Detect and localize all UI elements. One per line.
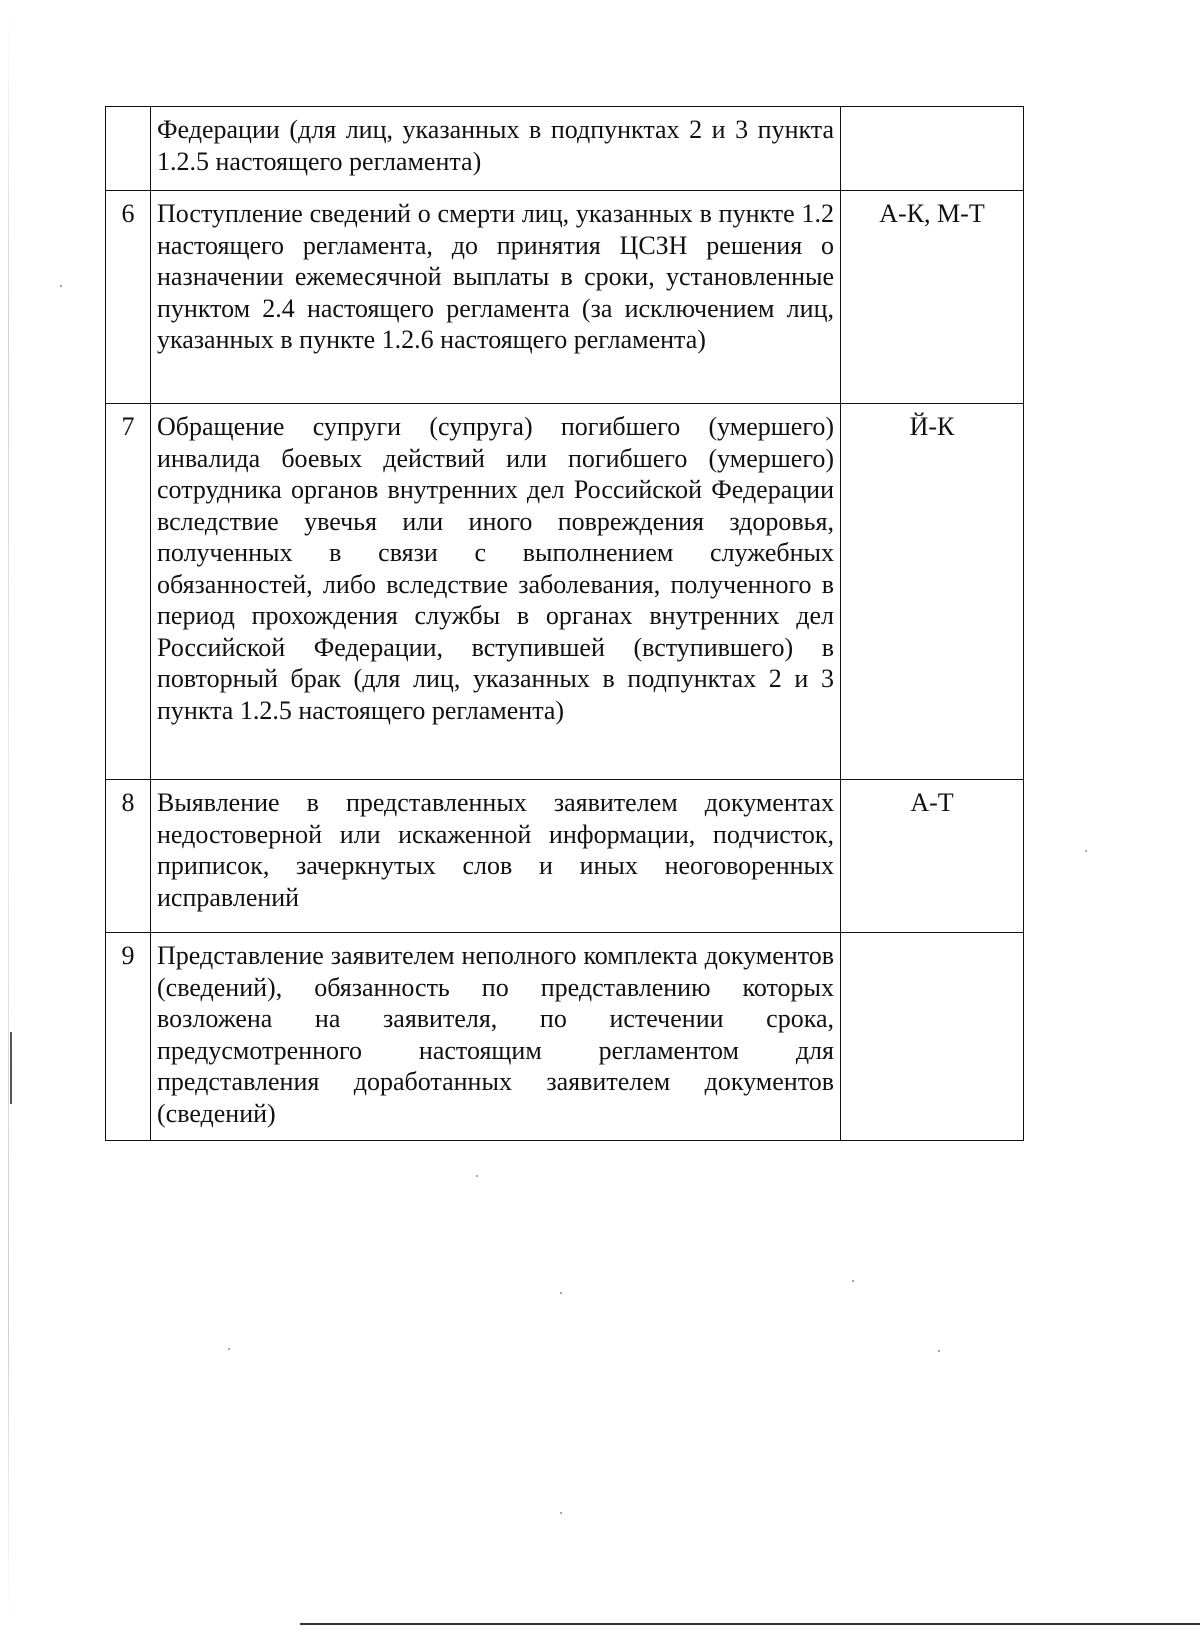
row-code: Й-К — [841, 404, 1024, 780]
scan-edge-left — [8, 0, 9, 1632]
row-code — [841, 107, 1024, 191]
row-code — [841, 933, 1024, 1141]
row-text: Представление заявителем неполного комплекта документов (сведений), обязанность по представлению которых возложена на заявителя, по истечении срока, предусмотренного настоящим регламентом для представления доработанных заявителем документов (сведений) — [151, 933, 841, 1141]
scan-mark-left — [10, 1032, 12, 1104]
table-row — [106, 404, 1024, 780]
row-number: 7 — [106, 404, 151, 780]
scan-speck — [228, 1348, 230, 1350]
row-text: Поступление сведений о смерти лиц, указанных в пункте 1.2 настоящего регламента, до принятия ЦСЗН решения о назначении ежемесячной выплаты в сроки, установленные пунктом 2.4 настоящего регламента (за исключением лиц, указанных в пункте 1.2.6 настоящего регламента) — [151, 191, 841, 404]
table-row — [106, 107, 1024, 191]
scan-speck — [560, 1292, 562, 1294]
scan-speck — [1085, 850, 1087, 852]
table-row — [106, 933, 1024, 1141]
row-text: Выявление в представленных заявителем документах недостоверной или искаженной информации, подчисток, приписок, зачеркнутых слов и иных неоговоренных исправлений — [151, 780, 841, 933]
scan-speck — [476, 1175, 478, 1177]
scan-edge-bottom — [300, 1623, 1200, 1625]
row-text: Обращение супруги (супруга) погибшего (умершего) инвалида боевых действий или погибшего (умершего) сотрудника органов внутренних дел Российской Федерации вследствие увечья или иного повреждения здоровья, полученных в связи с выполнением служебных обязанностей, либо вследствие заболевания, полученного в период прохождения службы в органах внутренних дел Российской Федерации, вступившей (вступившего) в повторный брак (для лиц, указанных в подпунктах 2 и 3 пункта 1.2.5 настоящего регламента) — [151, 404, 841, 780]
table-row — [106, 191, 1024, 404]
row-code: А-К, М-Т — [841, 191, 1024, 404]
row-code: А-Т — [841, 780, 1024, 933]
row-text: Федерации (для лиц, указанных в подпунктах 2 и 3 пункта 1.2.5 настоящего регламента) — [151, 107, 841, 191]
scan-speck — [560, 1512, 562, 1514]
table-row — [106, 780, 1024, 933]
scan-speck — [852, 1280, 854, 1282]
scan-speck — [60, 285, 62, 287]
row-number: 6 — [106, 191, 151, 404]
row-number: 9 — [106, 933, 151, 1141]
document-table — [105, 106, 1024, 1141]
row-number — [106, 107, 151, 191]
row-number: 8 — [106, 780, 151, 933]
scan-speck — [938, 1350, 940, 1352]
